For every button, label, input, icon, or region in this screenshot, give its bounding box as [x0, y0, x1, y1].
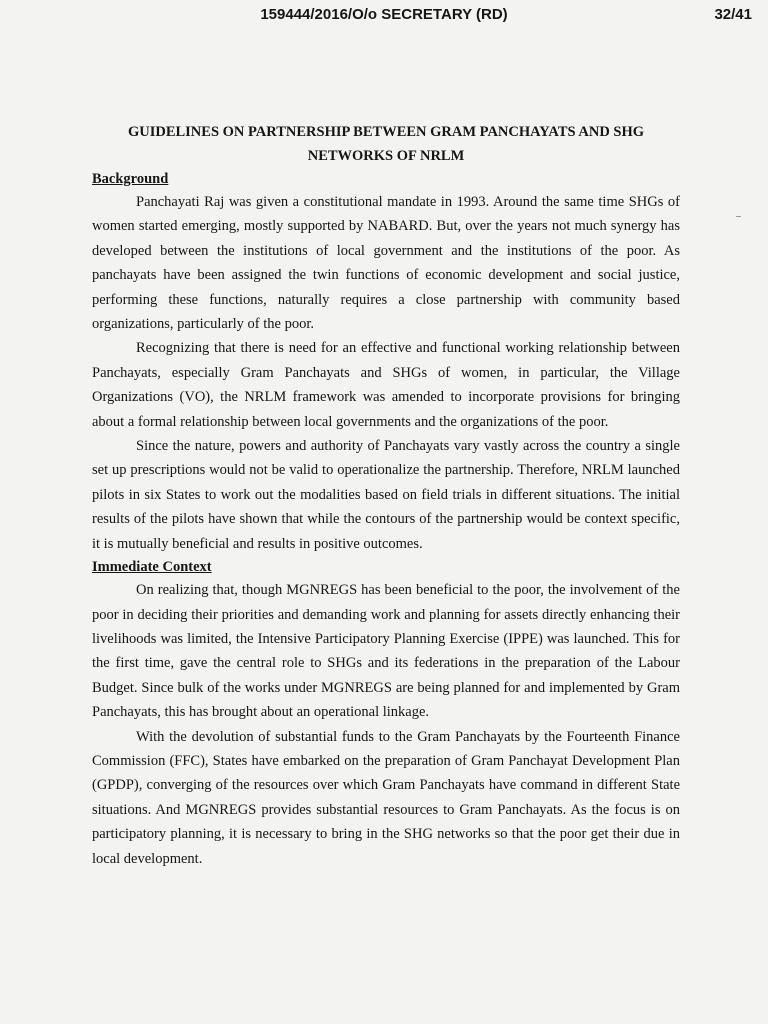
section-heading-immediate-context: Immediate Context [92, 559, 212, 576]
page-number: 32/41 [714, 6, 752, 23]
page-header [0, 6, 768, 30]
document-body [92, 120, 680, 871]
paragraph: Since the nature, powers and authority of Panchayats vary vastly across the country a single set up prescriptions would not be valid to operationalize the partnership. Therefore, NRLM launched pilots in six States to work out the modalities based on field trials in different situations. The initial results of the pilots have shown that while the contours of the partnership would be context specific, it is mutually beneficial and results in positive outcomes. [92, 438, 680, 552]
document-title: GUIDELINES ON PARTNERSHIP BETWEEN GRAM PANCHAYATS AND SHG NETWORKS OF NRLM [127, 124, 645, 164]
scan-mark [736, 216, 741, 217]
section-heading-background: Background [92, 171, 169, 187]
paragraph: Panchayati Raj was given a constitutional mandate in 1993. Around the same time SHGs of women started emerging, mostly supported by NABARD. But, over the years not much synergy has developed between the institutions of local government and the institutions of the poor. As panchayats have been assigned the twin functions of economic development and social justice, performing these functions, naturally requires a close partnership with community based organizations, particularly of the poor. [92, 194, 680, 333]
paragraph: On realizing that, though MGNREGS has been beneficial to the poor, the involvement of the poor in deciding their priorities and demanding work and planning for assets directly enhancing their livelihoods was limited, the Intensive Participatory Planning Exercise (IPPE) was launched. This for the first time, gave the central role to SHGs and its federations in the preparation of the Labour Budget. Since bulk of the works under MGNREGS are being planned for and implemented by Gram Panchayats, this has brought about an operational linkage. [92, 582, 680, 721]
paragraph: Recognizing that there is need for an effective and functional working relationship between Panchayats, especially Gram Panchayats and SHGs of women, in particular, the Village Organizations (VO), the NRLM framework was amended to incorporate provisions for bringing about a formal relationship between local governments and the organizations of the poor. [92, 340, 680, 430]
file-reference: 159444/2016/O/o SECRETARY (RD) [260, 6, 508, 23]
paragraph: With the devolution of substantial funds to the Gram Panchayats by the Fourteenth Finance Commission (FFC), States have embarked on the preparation of Gram Panchayat Development Plan (GPDP), converging of the resources over which Gram Panchayats have command in different State situations. And MGNREGS provides substantial resources to Gram Panchayats. As the focus is on participatory planning, it is necessary to bring in the SHG networks so that the poor get their due in local development. [92, 728, 680, 867]
